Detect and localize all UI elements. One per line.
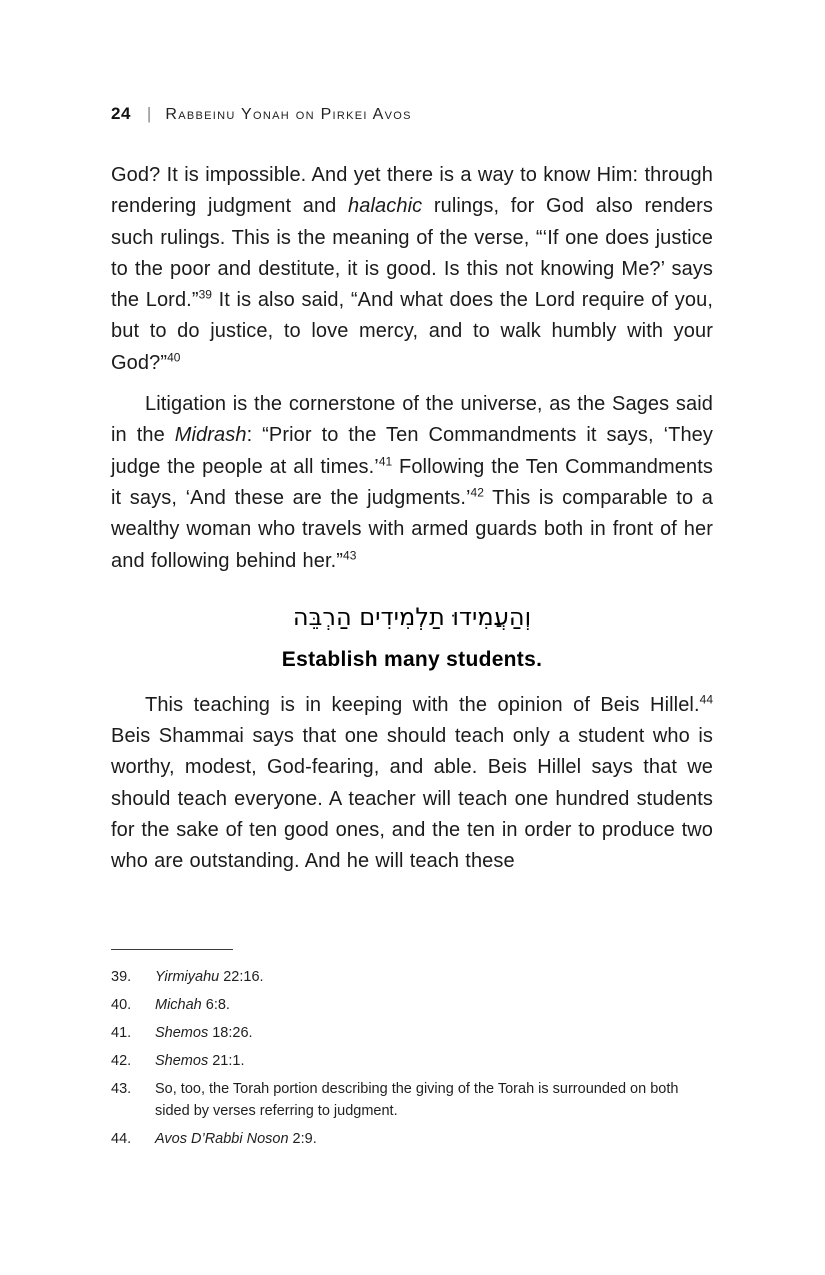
- footnote-42: [111, 1050, 713, 1072]
- footnote-text: So, too, the Torah portion describing the giving of the Torah is surrounded on both sided by verses referring to judgment.: [155, 1081, 679, 1119]
- footnote-number: 39.: [111, 969, 132, 985]
- footnote-number: 43.: [111, 1081, 132, 1097]
- footnote-number: 40.: [111, 997, 132, 1013]
- paragraph-3: This teaching is in keeping with the opinion of Beis Hillel.$^{44}$ Beis Shammai says that one should teach only a student who is worthy, modest, God-fearing, and able. Beis Hillel says that we should teach everyone. A teacher will teach one hundred students for the sake of ten good ones, and the ten in order to produce two who are outstanding. And he will teach these: [111, 692, 713, 873]
- footnote-43: [111, 1078, 713, 1122]
- page-body: [111, 160, 713, 878]
- mishnah-translation-heading: Establish many students.: [281, 647, 543, 671]
- footnote-40: [111, 994, 713, 1016]
- paragraph-1: God? It is impossible. And yet there is a way to know Him: through rendering judgment and halachic rulings, for God also renders such rulings. This is the meaning of the verse, “‘If one does justice to the poor and destitute, it is good. Is this not knowing Me?’ says the Lord.”$^{39}$ It is also said, “And what does the Lord require of you, but to do justice, to love mercy, and to walk humbly with your God?”$^{40}$: [111, 164, 713, 374]
- footnotes-section: [111, 949, 713, 1156]
- footnote-text: Michah 6:8.: [155, 997, 230, 1013]
- footnote-41: [111, 1022, 713, 1044]
- header-separator: |: [146, 104, 152, 123]
- footnote-text: Yirmiyahu 22:16.: [155, 969, 264, 985]
- footnote-number: 41.: [111, 1025, 132, 1041]
- running-header: [111, 104, 713, 124]
- footnote-divider: [111, 949, 233, 950]
- footnote-text: Shemos 21:1.: [155, 1053, 245, 1069]
- page-number: 24: [111, 104, 131, 123]
- footnote-44: [111, 1128, 713, 1150]
- footnote-text: Shemos 18:26.: [155, 1025, 253, 1041]
- book-title: Rabbeinu Yonah on Pirkei Avos: [165, 106, 412, 123]
- footnote-number: 44.: [111, 1131, 132, 1147]
- paragraph-2: Litigation is the cornerstone of the universe, as the Sages said in the Midrash: “Prior to the Ten Commandments it says, ‘They judge the people at all times.’$^{41}$ Following the Ten Commandments it says, ‘And these are the judgments.’$^{42}$ This is comparable to a wealthy woman who travels with armed guards both in front of her and following behind her.”$^{43}$: [111, 393, 713, 572]
- footnote-39: [111, 966, 713, 988]
- footnote-text: Avos D’Rabbi Noson 2:9.: [155, 1131, 317, 1147]
- mishnah-hebrew-heading: וְהַעֲמִידוּ תַלְמִידִים הַרְבֵּה: [292, 602, 532, 631]
- footnote-number: 42.: [111, 1053, 132, 1069]
